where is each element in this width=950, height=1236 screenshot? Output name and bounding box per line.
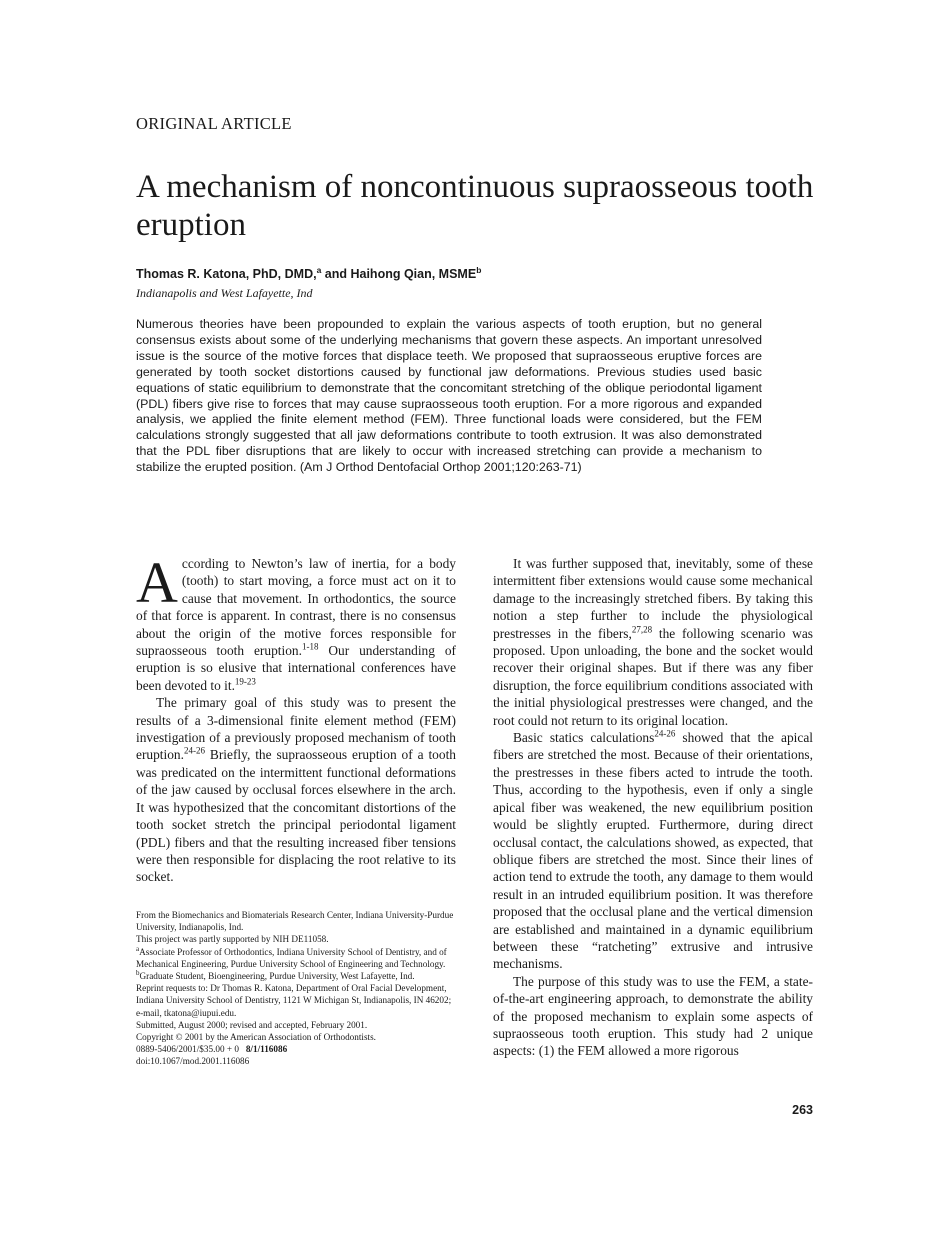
paragraph-text: ccording to Newton’s law of inertia, for a body (tooth) to start moving, a force must act on it to cause that movement. In orthodontics, the source of that force is apparent. In contrast, there is no consensus about the origin of the motive forces responsible for supraosseous tooth eruption. (136, 556, 456, 659)
footnote-submitted: Submitted, August 2000; revised and accepted, February 2001. (136, 1019, 368, 1030)
reference-citation: 19-23 (234, 676, 256, 687)
author-2-affiliation-mark: b (476, 265, 482, 275)
footnote-issn (136, 1043, 458, 1055)
footnote-institution: From the Biomechanics and Biomaterials Research Center, Indiana University-Purdue University, Indianapolis, Ind. (136, 910, 454, 933)
section-label: ORIGINAL ARTICLE (136, 114, 292, 133)
abstract: Numerous theories have been propounded to explain the various aspects of tooth eruption, but no general consensus exists about some of the underlying mechanisms that govern these aspects. An important unresolved issue is the source of the motive forces that displace teeth. We proposed that supraosseous eruptive forces are generated by tooth socket distortions caused by functional jaw deformations. Previous studies used basic equations of static equilibrium to demonstrate that the concomitant stretching of the oblique periodontal ligament (PDL) fibers give rise to forces that may cause supraosseous tooth eruption. For a more rigorous and expanded analysis, we applied the finite element method (FEM). Three functional loads were considered, but the FEM calculations strongly suggested that all jaw deformations contribute to tooth extrusion. It was also demonstrated that the PDL fiber disruptions that are likely to occur with increased stretching can provide a mechanism to stabilize the erupted position. (Am J Orthod Dentofacial Orthop 2001;120:263-71) (136, 317, 762, 475)
footnote-affiliation-a (136, 946, 458, 970)
footnote-doi: doi:10.1067/mod.2001.116086 (136, 1056, 250, 1067)
author-2: Haihong Qian, MSME (350, 267, 477, 282)
reference-citation: 1-18 (301, 641, 319, 652)
author-1: Thomas R. Katona, PhD, DMD, (136, 267, 317, 282)
body-column-right (493, 555, 813, 1060)
footnote-reprint: Reprint requests to: Dr Thomas R. Katona, Department of Oral Facial Development, Indiana University School of Dentistry, 1121 W Michigan St, Indianapolis, IN 46202; e-mail, tkatona@iupui.edu. (136, 983, 452, 1018)
affiliation-text: Associate Professor of Orthodontics, Indiana University School of Dentistry, and of Mechanical Engineering, Purdue University School of Engineering and Technology. (136, 946, 447, 969)
page-number: 263 (792, 1103, 813, 1117)
paragraph-text: showed that the apical fibers are stretched the most. Because of their orientations, the prestresses in these fibers acted to intrude the tooth. Thus, according to the hypothesis, even if only a single apical fiber was weakened, the new equilibrium position would be slightly erupted. Furthermore, during direct occlusal contact, the calculations showed, as expected, that oblique fibers are stretched the most. Since their lines of action tend to extrude the tooth, any damage to them would result in an intruded equilibrium position. It was therefore proposed that the occlusal plane and the vertical dimension are established and maintained in a dynamic equilibrium between these “ratcheting” extrusive and intrusive mechanisms. (493, 730, 813, 972)
issn-text: 0889-5406/2001/$35.00 + 0 (136, 1044, 239, 1055)
paragraph-text: It was further supposed that, inevitably, some of these intermittent fiber extensions would cause some mechanical damage to the increasingly stretched fibers. By taking this notion a step further to include the physiological prestresses in the fibers, (493, 556, 813, 641)
body-paragraph (136, 550, 456, 694)
author-connector: and (321, 267, 351, 282)
author-location: Indianapolis and West Lafayette, Ind (136, 286, 313, 300)
affiliation-mark: a (136, 944, 140, 953)
drop-cap: A (136, 550, 178, 615)
paragraph-text: Our understanding of eruption is so elusive that international conferences have been devoted to it. (136, 643, 456, 693)
body-paragraph: The purpose of this study was to use the FEM, a state-of-the-art engineering approach, to demonstrate the ability of the proposed mechanism to explain some aspects of supraosseous tooth eruption. This study had 2 unique aspects: (1) the FEM allowed a more rigorous (493, 973, 813, 1059)
article-title: A mechanism of noncontinuous supraosseous tooth eruption (136, 169, 814, 243)
affiliation-mark: b (136, 968, 140, 977)
paragraph-text: Briefly, the supraosseous eruption of a tooth was predicated on the intermittent functional deformations of the jaw caused by occlusal forces elsewhere in the arch. It was hypothesized that the concomitant distortions of the tooth socket stretch the principal periodontal ligament (PDL) fibers and that the resulting increased fiber tensions were then responsible for displacing the root relative to its socket. (136, 747, 456, 885)
footnotes (136, 909, 458, 1068)
paragraph-text: the following scenario was proposed. Upon unloading, the bone and the socket would recover their original shapes. But if there was any fiber disruption, the force equilibrium conditions associated with the initial physiological prestresses were changed, and the root could not return to its original location. (493, 625, 813, 728)
author-line (136, 265, 481, 281)
reference-citation: 27,28 (631, 624, 653, 635)
affiliation-text: Graduate Student, Bioengineering, Purdue University, West Lafayette, Ind. (139, 971, 415, 982)
body-paragraph (493, 555, 813, 729)
body-paragraph (136, 694, 456, 885)
author-1-affiliation-mark: a (316, 265, 322, 275)
reference-citation: 24-26 (183, 746, 205, 756)
body-column-left (136, 550, 456, 886)
reference-citation: 24-26 (654, 728, 676, 739)
paragraph-text: The primary goal of this study was to present the results of a 3-dimensional finite element method (FEM) investigation of a previously proposed mechanism of tooth eruption. (136, 695, 456, 763)
footnote-affiliation-b (136, 970, 458, 982)
footnote-funding: This project was partly supported by NIH DE11058. (136, 934, 329, 945)
body-paragraph (493, 729, 813, 973)
footnote-copyright: Copyright © 2001 by the American Association of Orthodontists. (136, 1032, 376, 1043)
issn-code: 8/1/116086 (245, 1044, 288, 1055)
paragraph-text: Basic statics calculations (513, 730, 655, 746)
